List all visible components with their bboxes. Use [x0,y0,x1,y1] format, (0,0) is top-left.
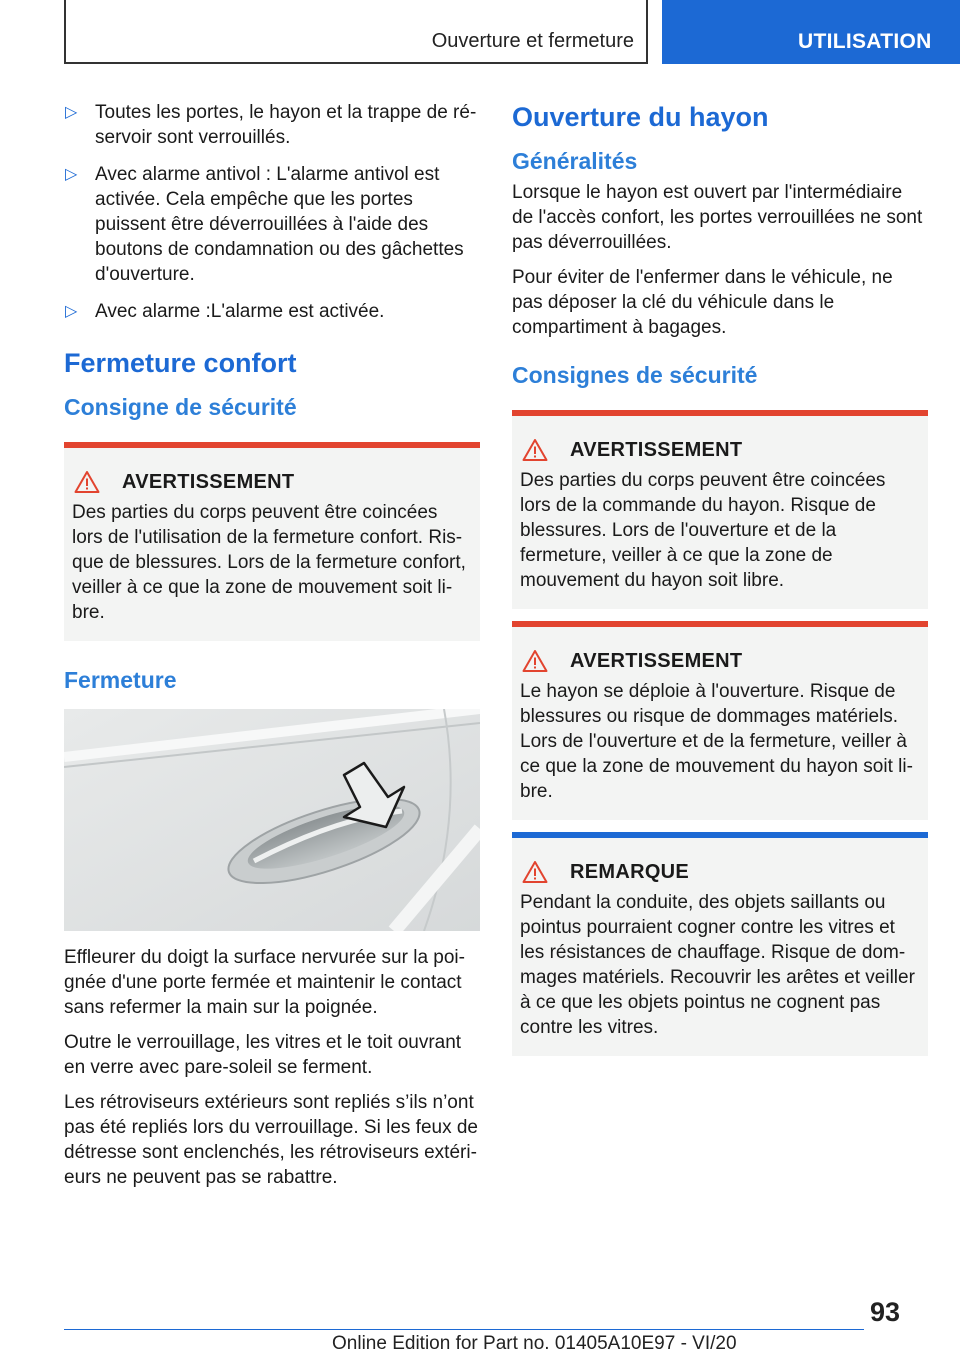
paragraph: Pour éviter de l'enfermer dans le véhicule, ne pas déposer la clé du véhicule dans le compartiment à bagages. [512,267,893,338]
warning-text: Des parties du corps peuvent être coincées lors de l'utilisation de la fermeture confort. Risque de blessures. Lors de la fermeture confort, veiller à ce que la zone de mouvement soit libre. [72,502,466,623]
heading-comfort-closing: Fermeture confort [64,348,297,378]
paragraph: Outre le verrouillage, les vitres et le toit ouvrant en verre avec pare-soleil se ferment. [64,1032,462,1078]
warning-box [64,442,480,641]
warning-text: Des parties du corps peuvent être coincées lors de la commande du hayon. Risque de blessures. Lors de l'ouverture et de la fermeture, veiller à ce que la zone de mouvement du hayon soit libre. [520,470,886,591]
note-label: REMARQUE [570,860,690,883]
paragraph: Effleurer du doigt la surface nervurée sur la poignée d'une porte fermée et maintenir le contact sans refermer la main sur la poignée. [64,947,465,1018]
triangle-bullet-icon: ▷ [65,303,78,320]
warning-box [512,621,928,820]
edition-footer: Online Edition for Part no. 01405A10E97 - VI/20 [332,1333,737,1354]
warning-triangle-icon [74,470,100,494]
warning-label: AVERTISSEMENT [122,470,295,493]
section-title: Ouverture et fermeture [431,30,634,52]
paragraph: Lorsque le hayon est ouvert par l'intermédiaire de l'accès confort, les portes verrouillées ne sont pas déverrouillées. [512,182,923,253]
left-column [64,100,480,1200]
subheading-safety: Consignes de sécurité [512,362,758,388]
list-item-text: Toutes les portes, le hayon et la trappe de réservoir sont verrouillés. [95,102,477,148]
page-number: 93 [870,1297,901,1327]
warning-box [512,410,928,609]
list-item-text: Avec alarme :L'alarme est activée. [95,301,385,322]
warning-triangle-icon [522,860,548,884]
subheading-closing: Fermeture [64,667,177,693]
list-item [64,162,480,287]
warning-triangle-icon [522,649,548,673]
chapter-tab[interactable] [662,0,960,64]
footer-divider [64,1329,864,1330]
subheading-general: Généralités [512,148,638,174]
paragraph: Les rétroviseurs extérieurs sont repliés s’ils n’ont pas été repliés lors du verrouillage. Si les feux de détresse sont enclenchés, les rétroviseurs extérieurs ne peuvent pas se rabattre. [64,1092,479,1188]
warning-text: Le hayon se déploie à l'ouverture. Risque de blessures ou risque de dommages matériels. Lors de l'ouverture et de la fermeture, veiller à ce que la zone de mouvement du hayon soit libre. [520,681,913,802]
list-item [64,299,480,324]
list-item-text: Avec alarme antivol : L'alarme antivol est activée. Cela empêche que les portes puissent être déverrouillées à l'aide des boutons de condamnation ou des gâchettes d'ouverture. [95,164,464,285]
list-item [64,100,480,150]
triangle-bullet-icon: ▷ [65,104,78,121]
chapter-tab-label: UTILISATION [798,30,932,53]
door-handle-photo [64,709,480,931]
header-section-box [64,0,648,64]
triangle-bullet-icon: ▷ [65,166,78,183]
warning-triangle-icon [522,438,548,462]
heading-tailgate-opening: Ouverture du hayon [512,102,769,132]
subheading-safety: Consigne de sécurité [64,394,297,420]
warning-label: AVERTISSEMENT [570,649,743,672]
right-column [512,100,928,1056]
note-box [512,832,928,1056]
warning-label: AVERTISSEMENT [570,438,743,461]
note-text: Pendant la conduite, des objets saillants ou pointus pourraient cogner contre les vitres et les résistances de chauffage. Risque de dommages matériels. Recouvrir les arêtes et veiller à ce que les objets pointus ne cognent pas contre les vitres. [520,892,915,1038]
